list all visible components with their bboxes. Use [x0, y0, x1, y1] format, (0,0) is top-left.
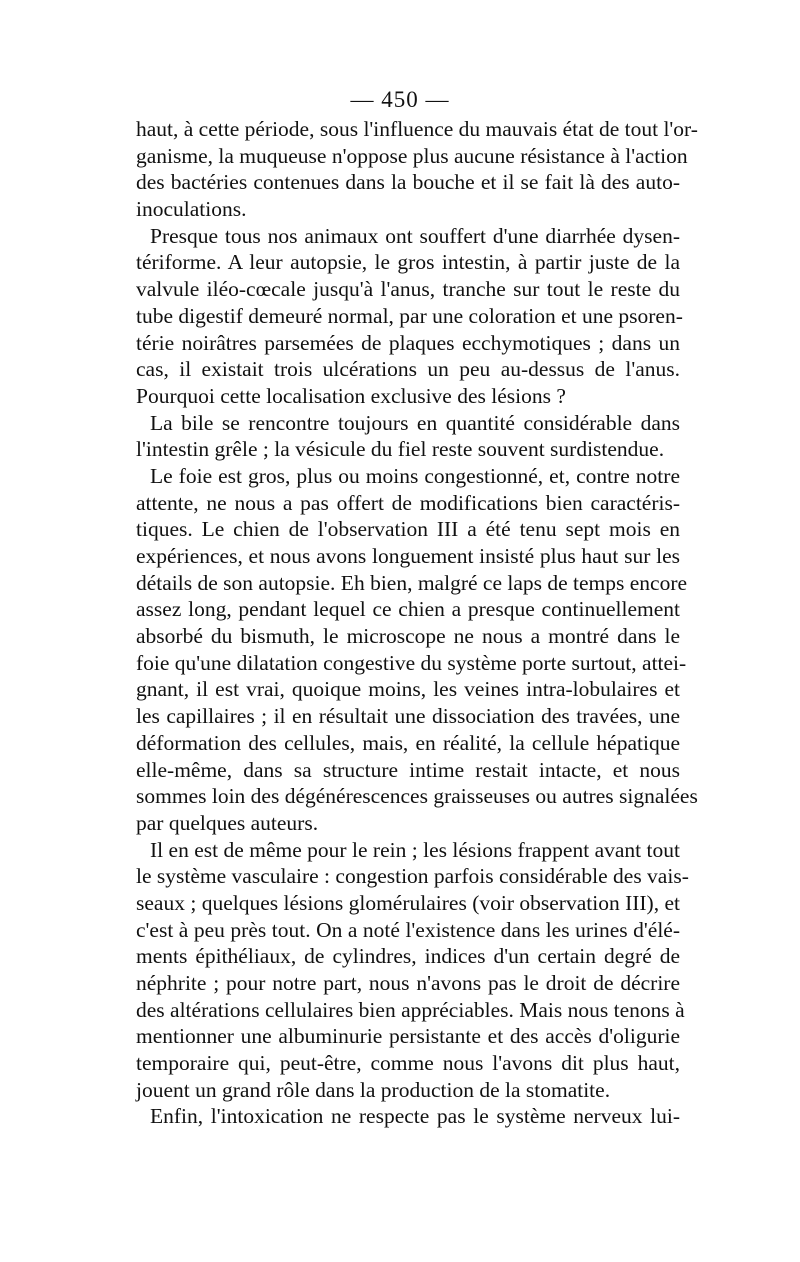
- text-line: Pourquoi cette localisation exclusive des lésions ?: [136, 383, 566, 408]
- text-line: ments épithéliaux, de cylindres, indices d'un certain degré de: [136, 944, 680, 969]
- paragraph: [136, 223, 683, 410]
- page-number: — 450 —: [350, 87, 450, 112]
- paragraph: [136, 116, 698, 223]
- text-line: Il en est de même pour le rein ; les lésions frappent avant tout: [150, 837, 680, 862]
- text-line: sommes loin des dégénérescences graisseuses ou autres signalées: [136, 784, 698, 809]
- text-line: des altérations cellulaires bien appréciables. Mais nous tenons à: [136, 997, 685, 1022]
- text-line: haut, à cette période, sous l'influence du mauvais état de tout l'or-: [136, 117, 698, 141]
- paragraph: [136, 410, 680, 463]
- text-line: valvule iléo-cœcale jusqu'à l'anus, tranche sur tout le reste du: [136, 277, 680, 302]
- text-line: tiques. Le chien de l'observation III a été tenu sept mois en: [136, 517, 680, 542]
- text-line: assez long, pendant lequel ce chien a presque continuellement: [136, 597, 680, 622]
- paragraph: [136, 1103, 680, 1130]
- text-line: le système vasculaire : congestion parfois considérable des vais-: [136, 864, 689, 889]
- text-line: l'intestin grêle ; la vésicule du fiel reste souvent surdistendue.: [136, 437, 665, 462]
- text-line: foie qu'une dilatation congestive du système porte surtout, attei-: [136, 650, 687, 675]
- text-line: par quelques auteurs.: [136, 810, 319, 835]
- text-line: gnant, il est vrai, quoique moins, les veines intra-lobulaires et: [136, 677, 680, 702]
- text-line: absorbé du bismuth, le microscope ne nous a montré dans le: [136, 624, 680, 649]
- text-line: ganisme, la muqueuse n'oppose plus aucune résistance à l'action: [136, 143, 688, 168]
- text-line: déformation des cellules, mais, en réalité, la cellule hépatique: [136, 730, 680, 755]
- text-line: des bactéries contenues dans la bouche et il se fait là des auto-: [136, 170, 680, 195]
- text-line: c'est à peu près tout. On a noté l'existence dans les urines d'élé-: [136, 917, 680, 942]
- text-line: détails de son autopsie. Eh bien, malgré ce laps de temps encore: [136, 570, 688, 595]
- paragraph: [136, 463, 698, 837]
- text-line: Le foie est gros, plus ou moins congestionné, et, contre notre: [150, 463, 680, 488]
- text-line: Enfin, l'intoxication ne respecte pas le système nerveux lui-: [150, 1104, 680, 1129]
- text-line: elle-même, dans sa structure intime restait intacte, et nous: [136, 757, 680, 782]
- text-line: temporaire qui, peut-être, comme nous l'avons dit plus haut,: [136, 1051, 680, 1076]
- text-line: les capillaires ; il en résultait une dissociation des travées, une: [136, 704, 680, 729]
- text-line: cas, il existait trois ulcérations un peu au-dessus de l'anus.: [136, 357, 680, 382]
- text-line: jouent un grand rôle dans la production de la stomatite.: [136, 1077, 611, 1102]
- text-line: mentionner une albuminurie persistante et des accès d'oligurie: [136, 1024, 680, 1049]
- text-line: seaux ; quelques lésions glomérulaires (voir observation III), et: [136, 890, 680, 915]
- text-line: tube digestif demeuré normal, par une coloration et une psoren-: [136, 303, 683, 328]
- text-line: attente, ne nous a pas offert de modifications bien caractéris-: [136, 490, 680, 515]
- text-line: tériforme. A leur autopsie, le gros intestin, à partir juste de la: [136, 250, 680, 275]
- text-line: térie noirâtres parsemées de plaques ecchymotiques ; dans un: [136, 330, 680, 355]
- body-text: [136, 116, 698, 1130]
- paragraph: [136, 837, 689, 1104]
- text-line: La bile se rencontre toujours en quantité considérable dans: [150, 410, 680, 435]
- text-line: inoculations.: [136, 197, 247, 222]
- text-line: néphrite ; pour notre part, nous n'avons pas le droit de décrire: [136, 971, 680, 995]
- text-line: Presque tous nos animaux ont souffert d'une diarrhée dysen-: [150, 223, 680, 248]
- text-line: expériences, et nous avons longuement insisté plus haut sur les: [136, 544, 680, 568]
